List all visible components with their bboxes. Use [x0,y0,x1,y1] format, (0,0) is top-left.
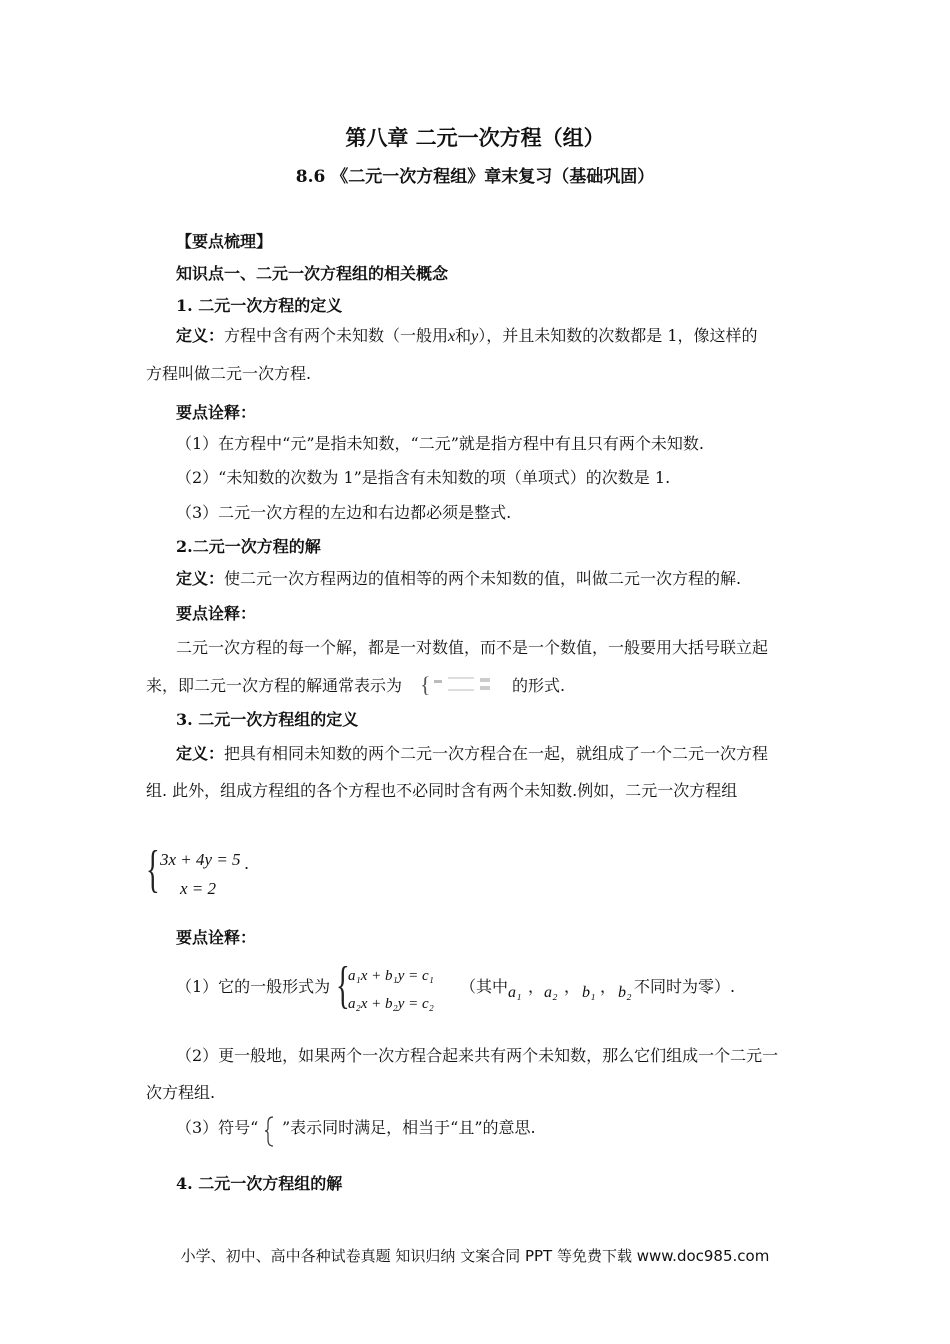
left-brace-icon: { [146,841,160,898]
note-line: （1）在方程中“元”是指未知数，“二元”就是指方程中有且只有两个未知数. [176,434,704,453]
notes-label: 要点诠释： [176,604,257,623]
section-heading: 1. 二元一次方程的定义 [176,296,343,315]
coefficient: b₁ [582,984,596,1001]
equation: x = 2 [180,879,217,898]
coefficient: a₂ [544,984,558,1001]
equation: a₁x + b₁y = c₁ [348,968,434,984]
definition-label: 定义： [176,744,225,763]
coefficient: a₁ [508,984,522,1001]
note-line: 的形式. [512,676,566,695]
notes-label: 要点诠释： [176,928,257,947]
definition-line: 组. 此外，组成方程组的各个方程也不必同时含有两个未知数.例如，二元一次方程组 [146,781,738,800]
definition-line: 定义：把具有相同未知数的两个二元一次方程合在一起，就组成了一个二元一次方程 [176,744,769,763]
note-line: （其中 [460,977,509,996]
definition-line: 方程叫做二元一次方程. [146,364,312,383]
solution-form-graphic [418,672,504,698]
note-line: 来，即二元一次方程的解通常表示为 [146,676,403,695]
note-line: （1）它的一般形式为 [176,977,331,996]
punctuation: . [244,854,250,873]
section-title: 8.6 《二元一次方程组》章末复习（基础巩固） [295,167,655,187]
punctuation: ， [600,977,617,996]
note-line: ”表示同时满足，相当于“且”的意思. [282,1118,536,1137]
svg-text:{: { [420,672,431,697]
section-heading: 4. 二元一次方程组的解 [176,1174,343,1193]
knowledge-point-heading: 知识点一、二元一次方程组的相关概念 [176,264,449,283]
summary-heading: 【要点梳理】 [176,232,273,251]
note-line: 次方程组. [146,1083,216,1102]
equation: 3x + 4y = 5 [160,850,241,869]
note-line: 二元一次方程的每一个解，都是一对数值，而不是一个数值，一般要用大括号联立起 [176,638,769,657]
equation: a₂x + b₂y = c₂ [348,996,434,1012]
coefficient: b₂ [618,984,632,1001]
example-equation-system [146,841,266,906]
punctuation: ， [528,977,545,996]
brace-symbol-icon [264,1114,278,1148]
notes-label: 要点诠释： [176,403,257,422]
definition-label: 定义： [176,569,225,588]
definition-line: 定义：方程中含有两个未知数（一般用x和y），并且未知数的次数都是 1，像这样的 [176,326,758,345]
left-brace-icon: { [336,957,350,1014]
section-heading: 2.二元一次方程的解 [176,537,321,556]
note-line: （2）更一般地，如果两个一次方程合起来共有两个未知数，那么它们组成一个二元一 [176,1046,779,1065]
punctuation: ， [564,977,581,996]
note-line: （2）“未知数的次数为 1”是指含有未知数的项（单项式）的次数是 1. [176,468,671,487]
variable-y: y [471,328,479,345]
note-line: （3）二元一次方程的左边和右边都必须是整式. [176,503,512,522]
variable-x: x [448,328,456,345]
general-equation-system [336,957,466,1022]
note-line: （3）符号“ [176,1118,259,1137]
section-heading: 3. 二元一次方程组的定义 [176,710,359,729]
note-line: 不同时为零）. [634,977,736,996]
brace-system-icon [418,672,504,698]
definition-line: 定义：使二元一次方程两边的值相等的两个未知数的值，叫做二元一次方程的解. [176,569,742,588]
footer-text: 小学、初中、高中各种试卷真题 知识归纳 文案合同 PPT 等免费下载 www.doc985.com [180,1247,770,1265]
chapter-title: 第八章 二元一次方程（组） [345,125,605,150]
definition-label: 定义： [176,326,225,345]
